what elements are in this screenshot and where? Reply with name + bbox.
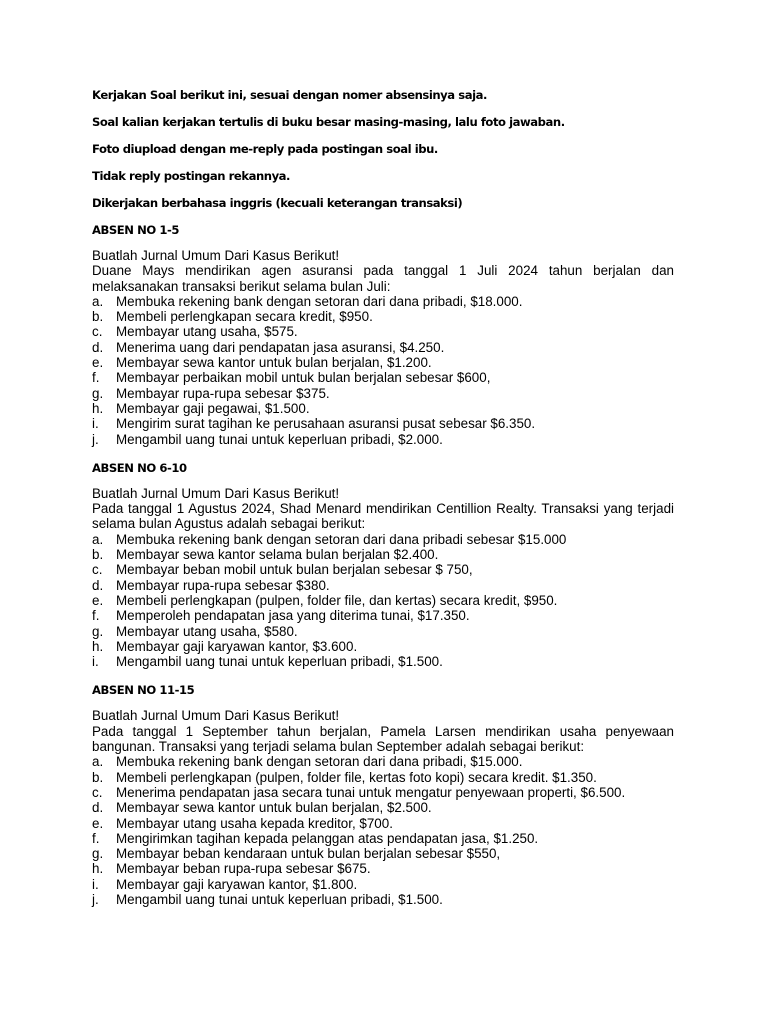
item-text: Mengirimkan tagihan kepada pelanggan atas pendapatan jasa, $1.250. [116,830,539,846]
item-text: Menerima pendapatan jasa secara tunai untuk mengatur penyewaan properti, $6.500. [116,784,626,800]
instruction-line: Kerjakan Soal berikut ini, sesuai dengan nomer absensinya saja. [92,88,487,102]
item-text: Membayar gaji karyawan kantor, $3.600. [116,638,358,654]
item-marker: a. [92,293,104,309]
transaction-list [92,532,674,670]
item-marker: b. [92,547,104,563]
item-marker: g. [92,385,104,401]
item-marker: e. [92,815,104,831]
list-item [92,370,674,385]
item-text: Membeli perlengkapan (pulpen, folder file, kertas foto kopi) secara kredit. $1.350. [116,769,597,785]
instruction-line: Soal kalian kerjakan tertulis di buku besar masing-masing, lalu foto jawaban. [92,115,565,129]
item-marker: d. [92,577,104,593]
item-text: Membayar beban kendaraan untuk bulan berjalan sebesar $550, [116,846,501,862]
item-marker: h. [92,638,104,654]
list-item [92,831,674,846]
item-marker: a. [92,754,104,770]
item-marker: g. [92,623,104,639]
item-text: Membayar beban rupa-rupa sebesar $675. [116,861,371,877]
list-item [92,340,674,355]
list-item [92,861,674,876]
item-marker: e. [92,592,104,608]
item-marker: i. [92,654,99,670]
item-marker: h. [92,400,104,416]
list-item [92,401,674,416]
list-item [92,309,674,324]
item-marker: j. [92,891,99,907]
section-absen-11-15 [92,683,674,907]
list-item [92,800,674,815]
list-item [92,624,674,639]
item-text: Membuka rekening bank dengan setoran dari dana pribadi, $18.000. [116,293,523,309]
instruction-line: Foto diupload dengan me-reply pada postingan soal ibu. [92,142,438,156]
list-item [92,578,674,593]
item-text: Membayar rupa-rupa sebesar $380. [116,577,330,593]
item-text: Membayar utang usaha, $580. [116,623,298,639]
item-marker: d. [92,339,104,355]
item-text: Membayar gaji pegawai, $1.500. [116,400,310,416]
case-title: Buatlah Jurnal Umum Dari Kasus Berikut! [92,708,340,724]
list-item [92,785,674,800]
item-text: Mengambil uang tunai untuk keperluan pribadi, $1.500. [116,654,443,670]
list-item [92,432,674,447]
list-item [92,532,674,547]
section-heading: ABSEN NO 11-15 [92,683,195,698]
list-item [92,639,674,654]
item-text: Membayar sewa kantor selama bulan berjalan $2.400. [116,547,439,563]
item-marker: c. [92,324,103,340]
list-item [92,324,674,339]
item-marker: i. [92,876,99,892]
item-marker: h. [92,861,104,877]
case-description: Duane Mays mendirikan agen asuransi pada tanggal 1 Juli 2024 tahun berjalan dan melaksanakan transaksi berikut selama bulan Juli: [92,263,674,294]
item-text: Mengambil uang tunai untuk keperluan pribadi, $2.000. [116,431,443,447]
item-marker: a. [92,531,104,547]
list-item [92,846,674,861]
list-item [92,593,674,608]
item-marker: d. [92,800,104,816]
item-marker: f. [92,370,100,386]
item-marker: g. [92,846,104,862]
item-marker: f. [92,608,100,624]
item-text: Membayar rupa-rupa sebesar $375. [116,385,330,401]
list-item [92,877,674,892]
section-absen-6-10 [92,461,674,670]
item-text: Membayar gaji karyawan kantor, $1.800. [116,876,358,892]
list-item [92,547,674,562]
case-description: Pada tanggal 1 Agustus 2024, Shad Menard mendirikan Centillion Realty. Transaksi yang terjadi selama bulan Agustus adalah sebagai berikut: [92,501,674,532]
item-text: Memperoleh pendapatan jasa yang diterima tunai, $17.350. [116,608,470,624]
item-marker: b. [92,769,104,785]
item-text: Menerima uang dari pendapatan jasa asuransi, $4.250. [116,339,445,355]
list-item [92,294,674,309]
item-text: Membeli perlengkapan secara kredit, $950. [116,309,373,325]
item-text: Membayar utang usaha, $575. [116,324,298,340]
section-heading: ABSEN NO 1-5 [92,223,179,237]
section-absen-1-5 [92,223,674,447]
item-text: Mengirim surat tagihan ke perusahaan asuransi pusat sebesar $6.350. [116,416,536,432]
item-marker: i. [92,416,99,432]
transaction-list [92,294,674,447]
list-item [92,562,674,577]
document-page [92,88,674,907]
list-item [92,892,674,907]
item-marker: j. [92,431,99,447]
item-text: Membayar sewa kantor untuk bulan berjalan, $1.200. [116,355,432,371]
list-item [92,386,674,401]
case-title: Buatlah Jurnal Umum Dari Kasus Berikut! [92,248,340,263]
item-text: Membayar perbaikan mobil untuk bulan berjalan sebesar $600, [116,370,491,386]
instruction-line: Tidak reply postingan rekannya. [92,169,291,183]
item-text: Membayar utang usaha kepada kreditor, $700. [116,815,393,831]
item-text: Membayar beban mobil untuk bulan berjalan sebesar $ 750, [116,562,473,578]
list-item [92,608,674,623]
transaction-list [92,754,674,907]
case-title: Buatlah Jurnal Umum Dari Kasus Berikut! [92,485,340,501]
item-marker: c. [92,784,103,800]
item-marker: e. [92,355,104,371]
list-item [92,816,674,831]
item-text: Membayar sewa kantor untuk bulan berjalan, $2.500. [116,800,432,816]
list-item [92,355,674,370]
instruction-line: Dikerjakan berbahasa inggris (kecuali keterangan transaksi) [92,196,463,210]
list-item [92,416,674,431]
section-heading: ABSEN NO 6-10 [92,460,187,475]
item-text: Mengambil uang tunai untuk keperluan pribadi, $1.500. [116,891,443,907]
list-item [92,770,674,785]
item-text: Membeli perlengkapan (pulpen, folder file, dan kertas) secara kredit, $950. [116,592,558,608]
case-description: Pada tanggal 1 September tahun berjalan, Pamela Larsen mendirikan usaha penyewaan bangunan. Transaksi yang terjadi selama bulan September adalah sebagai berikut: [92,723,674,755]
item-text: Membuka rekening bank dengan setoran dari dana pribadi sebesar $15.000 [116,531,567,547]
list-item [92,754,674,769]
item-marker: c. [92,562,103,578]
item-marker: f. [92,830,100,846]
item-marker: b. [92,309,104,325]
list-item [92,654,674,669]
item-text: Membuka rekening bank dengan setoran dari dana pribadi, $15.000. [116,754,523,770]
